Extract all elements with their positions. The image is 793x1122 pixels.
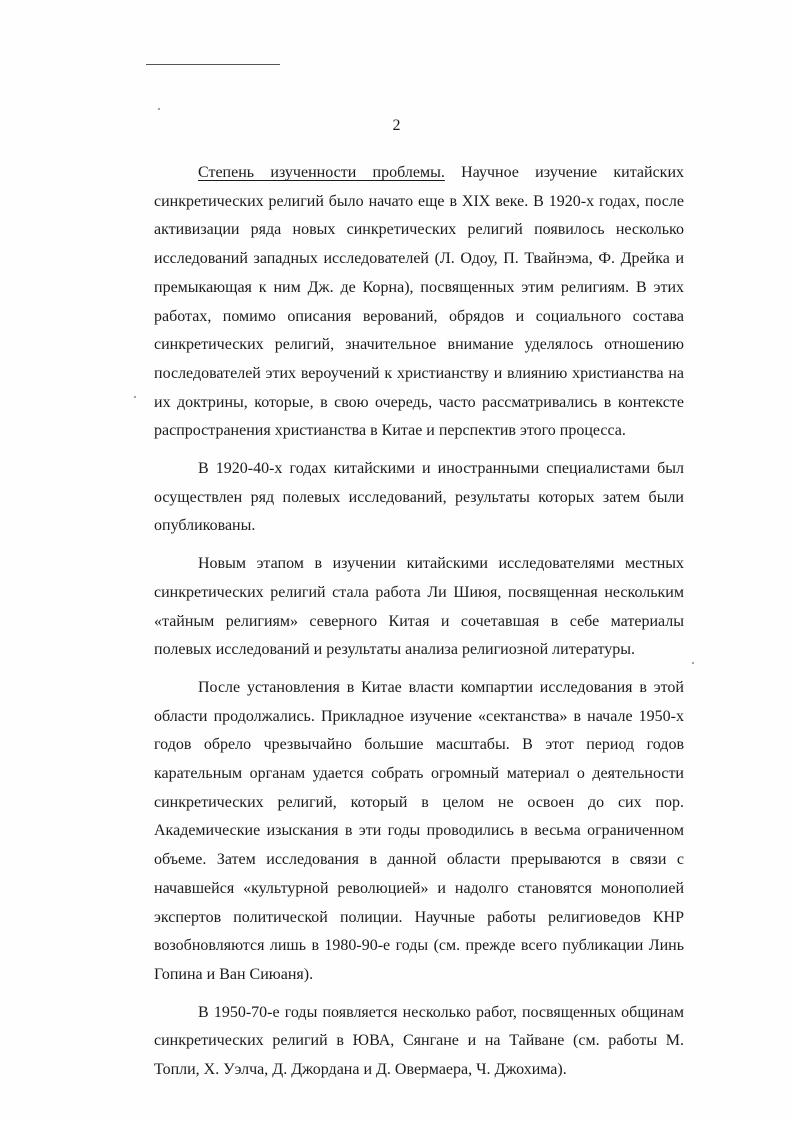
scan-speck: [134, 396, 136, 398]
paragraph-2: В 1920-40-х годах китайскими и иностранными специалистами был осуществлен ряд полевых исследований, результаты которых затем были опубликованы.: [154, 460, 684, 535]
paragraph-5: В 1950-70-е годы появляется несколько работ, посвященных общинам синкретических религий в ЮВА, Сянгане и на Тайване (см. работы М. Топли, Х. Уэлча, Д. Джордана и Д. Овермаера, Ч. Джохима).: [154, 1003, 684, 1079]
paragraph-1: [154, 159, 684, 446]
paragraph-4: После установления в Китае власти компартии исследования в этой области продолжались. Прикладное изучение «сектанства» в начале 1950-х годов обрело чрезвычайно большие масштабы. В этот период годов карательным органам удается собрать огромный материал о деятельности синкретических религий, который в целом не освоен до сих пор. Академические изыскания в эти годы проводились в весьма ограниченном объеме. Затем исследования в данной области прерываются в связи с начавшейся «культурной революцией» и надолго становятся монополией экспертов политической полиции. Научные работы религиоведов КНР возобновляются лишь в 1980-90-е годы (см. прежде всего публикации Линь Гопина и Ван Сиюаня).: [154, 678, 684, 983]
paragraph-3: Новым этапом в изучении китайскими исследователями местных синкретических религий стала работа Ли Шиюя, посвященная нескольким «тайным религиям» северного Китая и сочетавшая в себе материалы полевых исследований и результаты анализа религиозной литературы.: [154, 555, 684, 659]
scan-artifact-line: [146, 64, 280, 65]
body-text: [154, 159, 684, 1085]
section-heading: Степень изученности проблемы.: [198, 164, 445, 181]
scan-speck: [692, 662, 694, 664]
scan-speck: [158, 108, 160, 110]
paragraph-1-text: Научное изучение китайских синкретических религий было начато еще в XIX веке. В 1920-х годах, после активизации ряда новых синкретических религий появилось несколько исследований западных исследователей (Л. Одоу, П. Твайнэма, Ф. Дрейка и премыкающая к ним Дж. де Корна), посвященных этим религиям. В этих работах, помимо описания верований, обрядов и социального состава синкретических религий, значительное внимание уделялось отношению последователей этих вероучений к христианству и влиянию христианства на их доктрины, которые, в свою очередь, часто рассматривались в контексте распространения христианства в Китае и перспектив этого процесса.: [154, 164, 684, 440]
page-number: 2: [392, 117, 401, 134]
